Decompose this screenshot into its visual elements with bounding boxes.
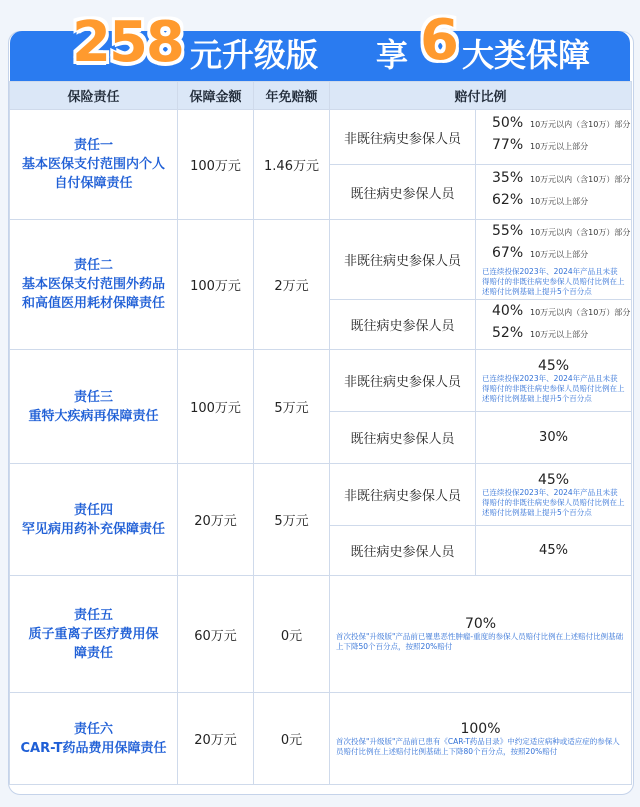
ratio-line xyxy=(476,115,631,137)
deductible-cell: 0元 xyxy=(254,576,330,693)
responsibility-desc: 重特大疾病再保障责任 xyxy=(28,408,159,424)
responsibility-cell xyxy=(10,110,178,220)
ratio-cell xyxy=(476,350,632,412)
ratio-pct: 55% xyxy=(492,222,524,239)
header-deductible: 年免赔额 xyxy=(254,82,330,110)
ratio-desc: 10万元以内（含10万）部分 xyxy=(530,307,631,317)
group-label: 既往病史参保人员 xyxy=(330,165,476,220)
ratio-line xyxy=(476,245,631,267)
header-ratio: 赔付比例 xyxy=(330,82,632,110)
ratio-cell xyxy=(476,464,632,526)
ratio-desc: 10万元以上部分 xyxy=(530,197,589,206)
group-label: 非既往病史参保人员 xyxy=(330,110,476,165)
table-row xyxy=(10,693,632,785)
ratio-cell xyxy=(476,110,632,165)
group-label: 既往病史参保人员 xyxy=(330,526,476,576)
table-header-row xyxy=(10,82,632,110)
title-price: 258 xyxy=(72,10,183,75)
deductible-cell: 1.46万元 xyxy=(254,110,330,220)
responsibility-name: 责任一 xyxy=(73,138,113,153)
responsibility-desc: 罕见病用药补充保障责任 xyxy=(21,521,165,537)
header-amount: 保障金额 xyxy=(178,82,254,110)
title-part1: 元升级版 xyxy=(190,36,319,74)
table-row xyxy=(10,576,632,693)
ratio-cell xyxy=(476,220,632,300)
ratio-desc: 10万元以上部分 xyxy=(530,142,589,151)
ratio-pct: 67% xyxy=(492,244,524,261)
group-label: 既往病史参保人员 xyxy=(330,300,476,350)
ratio-pct: 30% xyxy=(476,412,632,464)
page-title xyxy=(0,0,640,84)
deductible-cell: 2万元 xyxy=(254,220,330,350)
responsibility-cell xyxy=(10,220,178,350)
ratio-desc: 10万元以内（含10万）部分 xyxy=(530,227,631,237)
deductible-cell: 0元 xyxy=(254,693,330,785)
responsibility-desc: 基本医保支付范围外药品和高值医用耗材保障责任 xyxy=(22,277,166,311)
amount-cell: 100万元 xyxy=(178,110,254,220)
ratio-line xyxy=(476,303,631,325)
ratio-desc: 10万元以内（含10万）部分 xyxy=(530,120,631,129)
responsibility-cell xyxy=(10,464,178,576)
ratio-pct: 62% xyxy=(492,192,524,208)
responsibility-name: 责任五 xyxy=(73,607,113,623)
header-responsibility: 保险责任 xyxy=(10,82,178,110)
deductible-cell: 5万元 xyxy=(254,464,330,576)
title-part2: 享 xyxy=(376,36,409,74)
ratio-pct: 45% xyxy=(537,471,570,488)
group-label: 非既往病史参保人员 xyxy=(330,350,476,412)
ratio-pct: 40% xyxy=(492,302,524,319)
table-row xyxy=(10,350,632,412)
ratio-pct: 45% xyxy=(537,357,570,374)
responsibility-name: 责任六 xyxy=(73,721,113,737)
ratio-pct: 45% xyxy=(476,526,632,576)
title-part3: 大类保障 xyxy=(462,36,591,74)
responsibility-desc: 基本医保支付范围内个人自付保障责任 xyxy=(22,157,166,191)
amount-cell: 100万元 xyxy=(178,220,254,350)
responsibility-name: 责任二 xyxy=(73,258,113,273)
title-count: 6 xyxy=(420,8,459,73)
responsibility-name: 责任三 xyxy=(73,389,113,405)
group-label: 非既往病史参保人员 xyxy=(330,220,476,300)
amount-cell: 20万元 xyxy=(178,464,254,576)
ratio-pct: 100% xyxy=(460,720,501,737)
ratio-pct: 52% xyxy=(492,324,524,341)
ratio-cell xyxy=(476,300,632,350)
responsibility-desc: 质子重离子医疗费用保障责任 xyxy=(28,626,159,661)
ratio-note: 首次投保"升级版"产品前已罹患恶性肿瘤-重度的参保人员赔付比例在上述赔付比例基础上下降50个百分点，按照20%赔付 xyxy=(336,632,624,651)
ratio-line xyxy=(476,192,631,214)
responsibility-desc: CAR-T药品费用保障责任 xyxy=(20,740,167,756)
ratio-pct: 70% xyxy=(464,616,497,632)
ratio-note: 首次投保"升级版"产品前已患有《CAR-T药品目录》中约定适应病种或适应症的参保人员赔付比例在上述赔付比例基础上下降80个百分点，按照20%赔付 xyxy=(336,736,620,756)
deductible-cell: 5万元 xyxy=(254,350,330,464)
ratio-desc: 10万元以上部分 xyxy=(530,249,589,259)
ratio-pct: 77% xyxy=(492,137,524,153)
ratio-pct: 35% xyxy=(492,170,524,186)
responsibility-cell xyxy=(10,693,178,785)
ratio-cell xyxy=(476,165,632,220)
group-label: 非既往病史参保人员 xyxy=(330,464,476,526)
responsibility-name: 责任四 xyxy=(73,502,113,518)
amount-cell: 20万元 xyxy=(178,693,254,785)
group-label: 既往病史参保人员 xyxy=(330,412,476,464)
ratio-cell xyxy=(330,693,632,785)
table-row xyxy=(10,220,632,300)
amount-cell: 60万元 xyxy=(178,576,254,693)
table-row xyxy=(10,464,632,526)
amount-cell: 100万元 xyxy=(178,350,254,464)
ratio-desc: 10万元以上部分 xyxy=(530,329,589,339)
ratio-line xyxy=(476,223,631,245)
responsibility-cell xyxy=(10,350,178,464)
ratio-note: 已连续投保2023年、2024年产品且未获得赔付的非既往病史参保人员赔付比例在上述赔付比例基础上提升5个百分点 xyxy=(482,266,625,296)
ratio-line xyxy=(476,137,631,159)
ratio-pct: 50% xyxy=(492,115,524,131)
ratio-line xyxy=(476,325,631,347)
ratio-desc: 10万元以内（含10万）部分 xyxy=(530,175,631,184)
coverage-table xyxy=(9,81,632,785)
ratio-line xyxy=(476,170,631,192)
ratio-cell xyxy=(330,576,632,693)
ratio-note: 已连续投保2023年、2024年产品且未获得赔付的非既往病史参保人员赔付比例在上述赔付比例基础上提升5个百分点 xyxy=(482,373,625,403)
responsibility-cell xyxy=(10,576,178,693)
ratio-note: 已连续投保2023年、2024年产品且未获得赔付的非既往病史参保人员赔付比例在上述赔付比例基础上提升5个百分点 xyxy=(482,487,625,517)
table-row xyxy=(10,110,632,165)
